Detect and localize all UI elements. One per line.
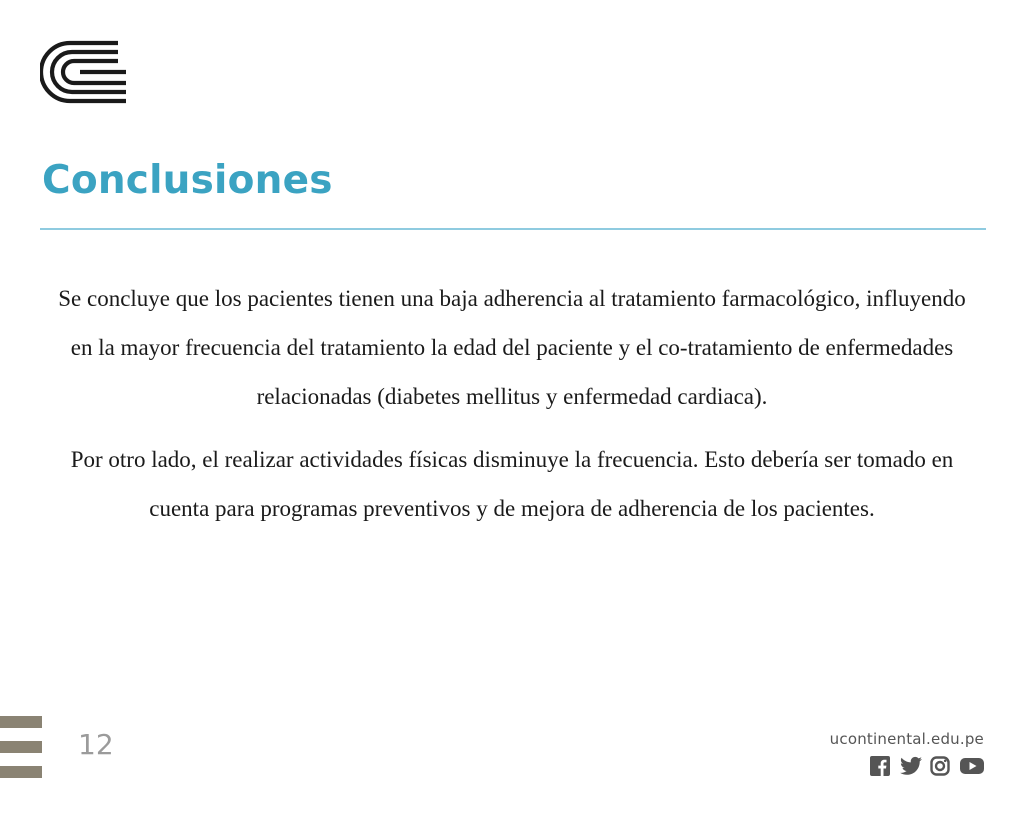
menu-bars-icon	[0, 716, 42, 778]
twitter-icon[interactable]	[900, 756, 920, 776]
paragraph-1: Se concluye que los pacientes tienen una baja adherencia al tratamiento farmacológico, influyendo en la mayor frecuencia del tratamiento la edad del paciente y el co-tratamiento de enfermedades relacionadas (diabetes mellitus y enfermedad cardiaca).	[58, 286, 966, 409]
website-url[interactable]: ucontinental.edu.pe	[829, 730, 984, 748]
paragraph-2: Por otro lado, el realizar actividades físicas disminuye la frecuencia. Esto debería ser tomado en cuenta para programas preventivos y de mejora de adherencia de los pacientes.	[70, 447, 954, 521]
social-links	[870, 756, 984, 776]
slide-body	[50, 274, 974, 547]
university-logo-icon	[40, 40, 128, 104]
facebook-icon[interactable]	[870, 756, 890, 776]
youtube-icon[interactable]	[960, 756, 984, 776]
page-title: Conclusiones	[42, 158, 333, 203]
title-divider	[40, 228, 986, 230]
instagram-icon[interactable]	[930, 756, 950, 776]
page-number: 12	[78, 728, 114, 761]
